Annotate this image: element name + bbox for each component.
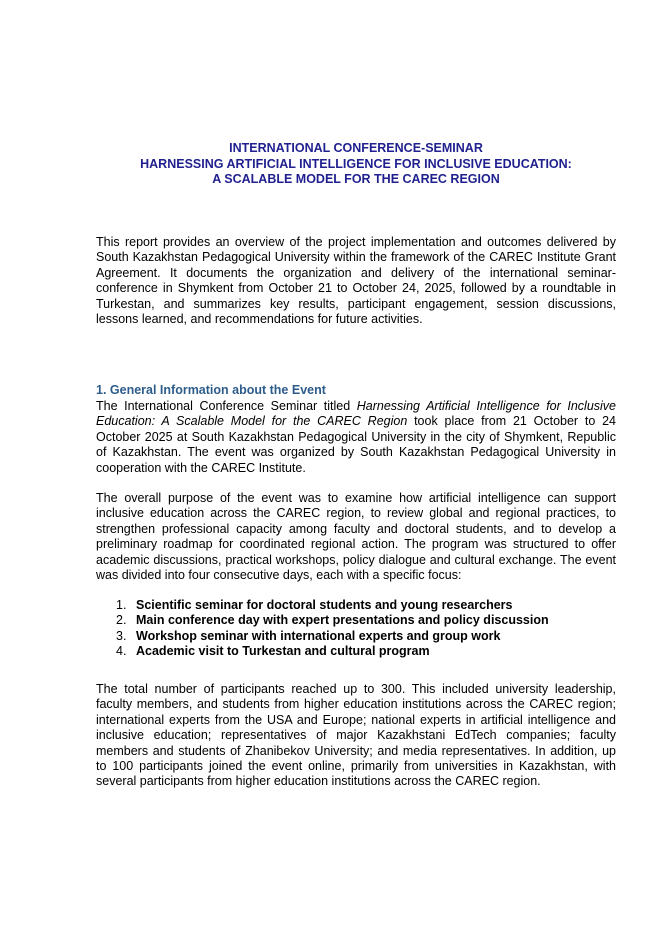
document-title xyxy=(96,141,616,188)
list-number: 3. xyxy=(116,628,127,643)
list-item-text: Academic visit to Turkestan and cultural program xyxy=(136,644,430,659)
section-heading-general-info: 1. General Information about the Event xyxy=(96,383,326,397)
list-item-text: Scientific seminar for doctoral students and young researchers xyxy=(136,598,513,612)
list-number: 2. xyxy=(116,613,127,628)
title-line-1: INTERNATIONAL CONFERENCE-SEMINAR xyxy=(229,141,483,155)
title-line-3: A SCALABLE MODEL FOR THE CAREC REGION xyxy=(212,172,500,186)
title-line-2: HARNESSING ARTIFICIAL INTELLIGENCE FOR INCLUSIVE EDUCATION: xyxy=(140,156,572,171)
event-days-list xyxy=(96,598,616,660)
list-item-text: Main conference day with expert presentations and policy discussion xyxy=(136,613,549,628)
list-item xyxy=(96,613,616,628)
list-number: 1. xyxy=(116,598,127,612)
participants-paragraph: The total number of participants reached up to 300. This included university leadership, faculty members, and students from higher education institutions across the CAREC region; international experts from the USA and Europe; national experts in artificial intelligence and inclusive education; representatives of major Kazakhstani EdTech companies; faculty members and students of Zhanibekov University; and media representatives. In addition, up to 100 participants joined the event online, primarily from universities in Kazakhstan, with several participants from higher education institutions across the CAREC region. xyxy=(96,682,616,789)
p1-text-after: took place from 21 October to 24 October 2025 at South Kazakhstan Pedagogical University in the city of Shymkent, Republic of Kazakhstan. The event was organized by South Kazakhstan Pedagogical University in cooperation with the CAREC Institute. xyxy=(96,414,616,475)
list-item-text: Workshop seminar with international experts and group work xyxy=(136,628,501,643)
event-title-italic: Harnessing Artificial Intelligence for Inclusive Education: A Scalable Model for the CAREC Region xyxy=(96,399,616,429)
list-item xyxy=(96,598,616,613)
list-item xyxy=(96,629,616,644)
list-number: 4. xyxy=(116,644,127,659)
list-item xyxy=(96,644,616,659)
purpose-paragraph: The overall purpose of the event was to examine how artificial intelligence can support inclusive education across the CAREC region, to review global and regional practices, to strengthen professional capacity among faculty and doctoral students, and to develop a preliminary roadmap for coordinated regional action. The program was structured to offer academic discussions, practical workshops, policy dialogue and cultural exchange. The event was divided into four consecutive days, each with a specific focus: xyxy=(96,491,616,583)
intro-paragraph: This report provides an overview of the project implementation and outcomes delivered by South Kazakhstan Pedagogical University within the framework of the CAREC Institute Grant Agreement. It documents the organization and delivery of the international seminar-conference in Shymkent from October 21 to October 24, 2025, followed by a roundtable in Turkestan, and summarizes key results, participant engagement, session discussions, lessons learned, and recommendations for future activities. xyxy=(96,235,616,327)
event-overview-paragraph xyxy=(96,399,616,476)
p1-text-before: The International Conference Seminar titled xyxy=(96,399,357,413)
